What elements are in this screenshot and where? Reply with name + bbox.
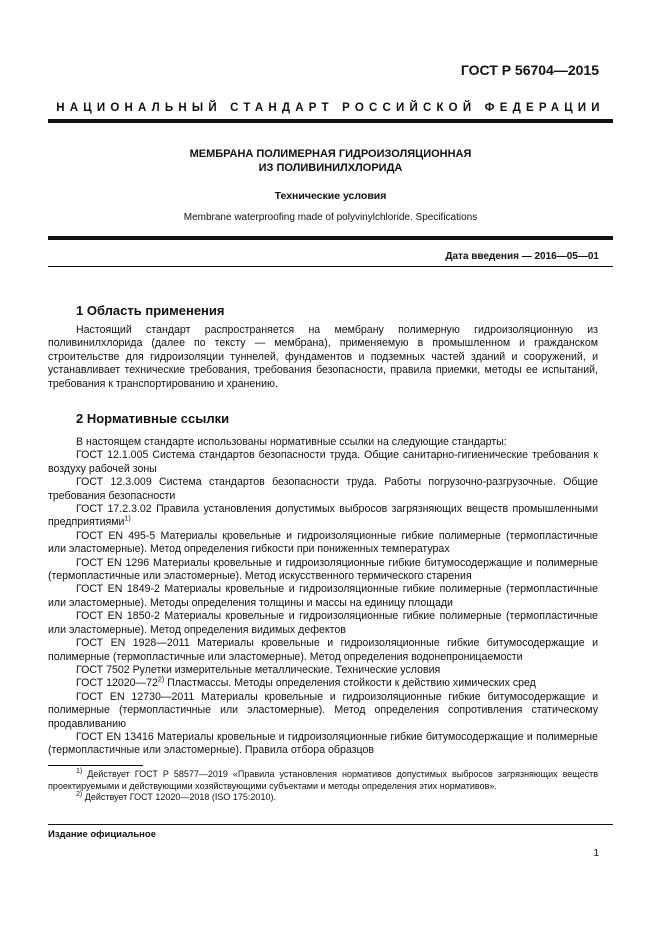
- date-rule: [48, 266, 613, 267]
- footnote-1: [48, 769, 598, 792]
- footnote-marker: 2): [157, 676, 165, 684]
- national-standard-title: НАЦИОНАЛЬНЫЙ СТАНДАРТ РОССИЙСКОЙ ФЕДЕРАЦИИ: [56, 102, 605, 114]
- reference-item: ГОСТ EN 12730—2011 Материалы кровельные и гидроизоляционные гибкие битумосодержащие и полимерные (термопластичные или эластомерные). Метод определения сопротивления статическому продавливанию: [48, 690, 598, 730]
- official-edition-label: Издание официальное: [48, 829, 156, 840]
- section-1-text: Настоящий стандарт распространяется на мембрану полимерную гидроизоляционную из поливинилхлорида (далее по тексту — мембрана), применяемую в промышленном и гражданском строительстве для гидроизоляции туннелей, фундаментов и подземных частей зданий и сооружений, и устанавливает технические требования, требования безопасности, правила приемки, методы ее испытаний, требования к транспортированию и хранению.: [48, 324, 598, 390]
- reference-item: ГОСТ EN 1850-2 Материалы кровельные и гидроизоляционные гибкие полимерные (термопластичные или эластомерные). Метод определения видимых дефектов: [48, 610, 598, 636]
- title-line-1: МЕМБРАНА ПОЛИМЕРНАЯ ГИДРОИЗОЛЯЦИОННАЯ: [189, 148, 472, 160]
- reference-item: ГОСТ 12.3.009 Система стандартов безопасности труда. Работы погрузочно-разгрузочные. Общие требования безопасности: [48, 476, 598, 502]
- footer-rule: [48, 824, 613, 825]
- reference-item: [48, 503, 598, 530]
- footnote-marker: 1): [124, 515, 131, 523]
- footnote-rule: [48, 765, 143, 766]
- top-thick-rule: [48, 119, 613, 123]
- section-1-body: [48, 324, 598, 391]
- footnote-2: [48, 792, 598, 804]
- reference-item: ГОСТ EN 1849-2 Материалы кровельные и гидроизоляционные гибкие полимерные (термопластичные или эластомерные). Методы определения толщины и массы на единицу площади: [48, 583, 598, 609]
- reference-item: ГОСТ EN 1928—2011 Материалы кровельные и гидроизоляционные гибкие битумосодержащие и полимерные (термопластичные или эластомерные). Метод определения водонепроницаемости: [48, 637, 598, 663]
- footnote-1-marker: 1): [76, 768, 83, 775]
- document-title: [48, 147, 613, 175]
- footnote-2-text: Действует ГОСТ 12020—2018 (ISO 175:2010).: [82, 792, 276, 803]
- references-list: [48, 436, 598, 758]
- english-title: Membrane waterproofing made of polyvinylchloride. Specifications: [183, 212, 478, 223]
- reference-item: ГОСТ EN 1296 Материалы кровельные и гидроизоляционные гибкие битумосодержащие и полимерные (термопластичные или эластомерные). Метод искусственного термического старения: [48, 556, 598, 583]
- reference-item: ГОСТ 7502 Рулетки измерительные металлические. Технические условия: [76, 663, 441, 676]
- section-2-heading: 2 Нормативные ссылки: [76, 411, 230, 426]
- footnotes: [48, 769, 598, 804]
- title-line-2: ИЗ ПОЛИВИНИЛХЛОРИДА: [258, 162, 403, 174]
- reference-item: ГОСТ EN 13416 Материалы кровельные и гидроизоляционные гибкие битумосодержащие и полимерные (термопластичные или эластомерные). Правила отбора образцов: [48, 730, 598, 757]
- document-subtitle: Технические условия: [274, 190, 387, 202]
- introduction-date: Дата введения — 2016—05—01: [445, 251, 599, 262]
- reference-text: ГОСТ 17.2.3.02 Правила установления допустимых выбросов загрязняющих веществ промышленными предприятиями: [48, 503, 598, 529]
- section-1-heading: 1 Область применения: [76, 303, 225, 318]
- reference-item: ГОСТ 12.1.005 Система стандартов безопасности труда. Общие санитарно-гигиенические требования к воздуху рабочей зоны: [48, 449, 598, 475]
- footnote-1-text: Действует ГОСТ Р 58577—2019 «Правила установления нормативов допустимых выбросов загрязняющих веществ проектируемыми и действующими хозяйствующими субъектами и методы определения этих нормативов».: [48, 769, 598, 791]
- reference-text: ГОСТ 12020—72: [76, 677, 158, 690]
- document-number: ГОСТ Р 56704—2015: [460, 62, 599, 78]
- references-intro: В настоящем стандарте использованы нормативные ссылки на следующие стандарты:: [76, 436, 507, 448]
- reference-item: [48, 677, 598, 690]
- page-number: 1: [593, 848, 599, 859]
- title-thick-rule: [48, 236, 613, 240]
- reference-item: ГОСТ EN 495-5 Материалы кровельные и гидроизоляционные гибкие полимерные (термопластичные или эластомерные). Метод определения гибкости при пониженных температурах: [48, 529, 598, 556]
- reference-text: Пластмассы. Методы определения стойкости к действию химических сред: [164, 677, 536, 690]
- footnote-2-marker: 2): [76, 791, 83, 799]
